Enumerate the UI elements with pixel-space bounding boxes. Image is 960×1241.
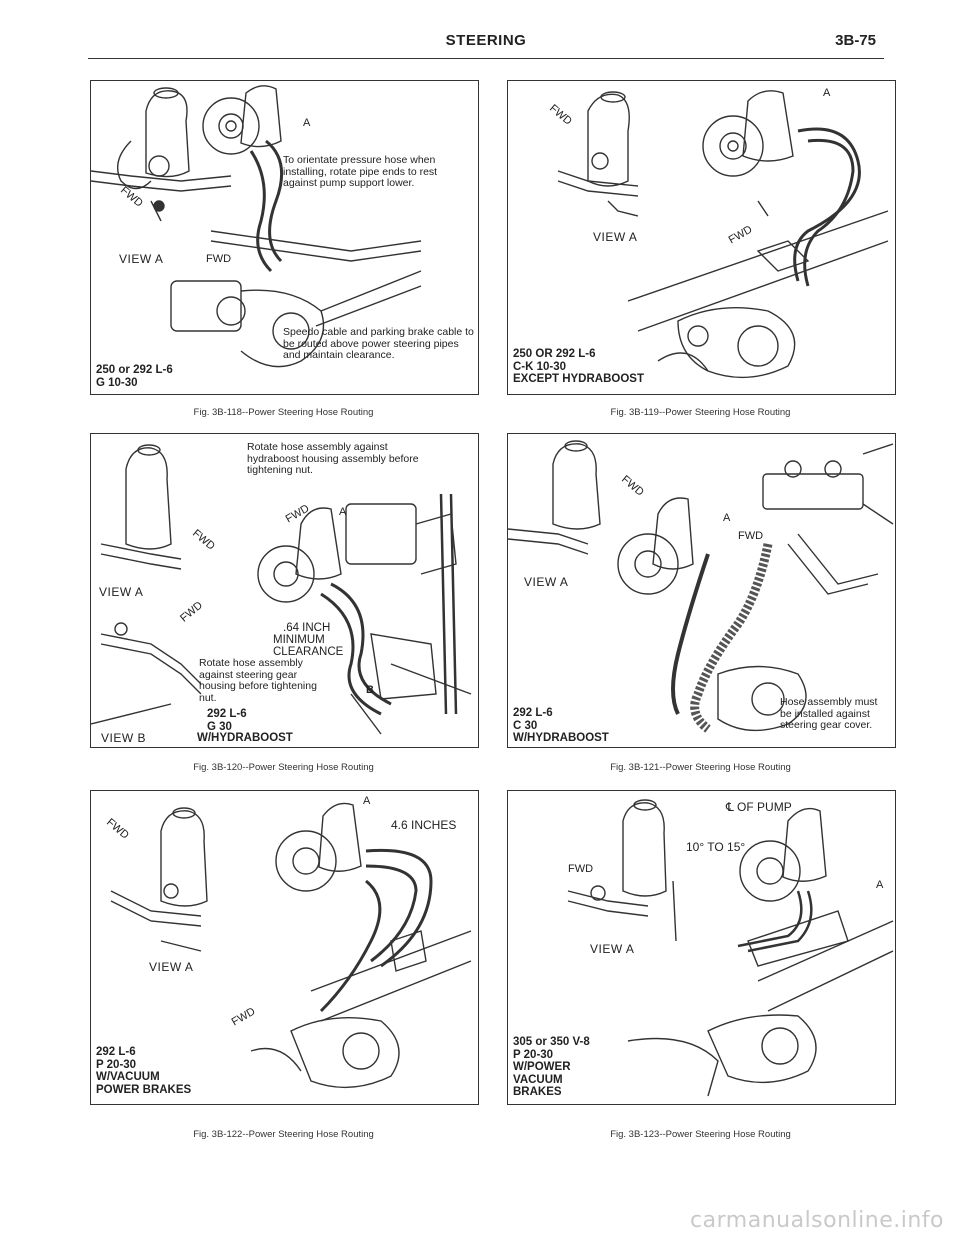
clearance-minimum: MINIMUM: [273, 634, 325, 646]
fwd-arrow-label-2: FWD: [206, 253, 232, 265]
option-text-3: BRAKES: [513, 1086, 562, 1098]
caption-3b-120: Fig. 3B-120--Power Steering Hose Routing: [193, 762, 374, 773]
fwd-arrow-label-2: FWD: [738, 530, 764, 542]
note-hose-against-gear: Hose assembly must be installed against steering gear cover.: [780, 696, 878, 731]
series-text: G 30: [207, 721, 232, 733]
engine-text: 292 L-6: [207, 708, 247, 720]
note-rotate-steering-gear: Rotate hose assembly against steering gear housing before tightening nut.: [199, 657, 317, 704]
engine-label: [93, 1045, 194, 1097]
engine-text: 292 L-6: [513, 707, 553, 719]
fwd-arrow-label-2: FWD: [283, 502, 312, 526]
note-rotate-hydraboost: Rotate hose assembly against hydraboost housing assembly before tightening nut.: [247, 441, 419, 476]
option-text-2: VACUUM: [513, 1073, 563, 1086]
series-text: P 20-30: [96, 1058, 137, 1071]
dimension-label: 4.6 INCHES: [391, 818, 457, 832]
figure-3b-121: [507, 433, 896, 748]
arrow-a-label: A: [823, 87, 831, 99]
caption-3b-121: Fig. 3B-121--Power Steering Hose Routing: [610, 762, 791, 773]
figure-3b-120: [90, 433, 479, 748]
fwd-arrow-label: FWD: [547, 102, 574, 128]
view-a-label: VIEW A: [590, 942, 635, 956]
view-a-label: VIEW A: [119, 252, 164, 266]
arrow-a-label: A: [363, 795, 371, 807]
engine-label: [510, 347, 647, 387]
engine-text: 305 or 350 V-8: [513, 1036, 590, 1048]
fwd-arrow-label-2: FWD: [726, 223, 755, 247]
page-title: STEERING: [445, 32, 527, 49]
page-header: [88, 28, 884, 59]
fwd-arrow-label: FWD: [118, 184, 145, 210]
clearance-value: .64 INCH: [283, 622, 331, 634]
option-text: W/HYDRABOOST: [513, 732, 609, 744]
option-text: EXCEPT HYDRABOOST: [513, 373, 644, 385]
arrow-a-label: A: [339, 506, 347, 518]
series-text: P 20-30: [513, 1048, 554, 1061]
view-a-label: VIEW A: [524, 575, 569, 589]
pump-centerline-label: ℄ OF PUMP: [726, 800, 792, 814]
engine-text: 250 or 292 L-6: [96, 364, 173, 376]
figure-3b-118: [90, 80, 479, 395]
figure-3b-122: [90, 790, 479, 1105]
fwd-arrow-label: FWD: [568, 863, 594, 875]
fwd-arrow-label: FWD: [619, 473, 646, 499]
caption-3b-123: Fig. 3B-123--Power Steering Hose Routing: [610, 1129, 791, 1140]
fwd-arrow-label: FWD: [190, 527, 217, 553]
clearance-label: [249, 622, 343, 658]
arrow-a-label: A: [876, 879, 884, 891]
series-text: C 30: [513, 719, 538, 732]
clearance-text: CLEARANCE: [273, 646, 344, 658]
arrow-b-label: B: [366, 684, 374, 696]
view-a-label: VIEW A: [149, 960, 194, 974]
figure-3b-119: [507, 80, 896, 395]
caption-3b-119: Fig. 3B-119--Power Steering Hose Routing: [610, 407, 791, 418]
arrow-a-label: A: [723, 512, 731, 524]
fwd-arrow-label: FWD: [104, 816, 131, 842]
engine-text: 292 L-6: [96, 1046, 136, 1058]
option-text-2: POWER BRAKES: [96, 1083, 192, 1096]
option-text: W/HYDRABOOST: [197, 732, 293, 744]
caption-3b-118: Fig. 3B-118--Power Steering Hose Routing: [193, 407, 374, 418]
watermark-brand: carmanualsonline.info: [690, 1208, 944, 1233]
note-orientate-hose: To orientate pressure hose when installing, rotate pipe ends to rest against pump support lower.: [283, 154, 438, 189]
engine-label: [93, 363, 176, 390]
series-text: G 10-30: [96, 376, 138, 389]
arrow-a-label: A: [303, 117, 311, 129]
view-b-label: VIEW B: [101, 731, 147, 745]
engine-label: [510, 1035, 593, 1100]
option-text-1: W/POWER: [513, 1061, 571, 1073]
view-a-label: VIEW A: [99, 585, 144, 599]
view-a-label: VIEW A: [593, 230, 638, 244]
option-text-1: W/VACUUM: [96, 1071, 160, 1083]
page-number: 3B-75: [835, 32, 876, 49]
caption-3b-122: Fig. 3B-122--Power Steering Hose Routing: [193, 1129, 374, 1140]
figure-3b-123: [507, 790, 896, 1105]
note-speedo-cable: Speedo cable and parking brake cable to be routed above power steering pipes and maintain clearance.: [283, 326, 474, 361]
engine-text: 250 OR 292 L-6: [513, 348, 596, 360]
angle-label: 10° TO 15°: [686, 840, 746, 854]
series-text: C-K 10-30: [513, 360, 567, 373]
fwd-arrow-label-3: FWD: [178, 599, 205, 625]
fwd-arrow-label-2: FWD: [229, 1005, 258, 1029]
engine-label: [510, 706, 612, 746]
